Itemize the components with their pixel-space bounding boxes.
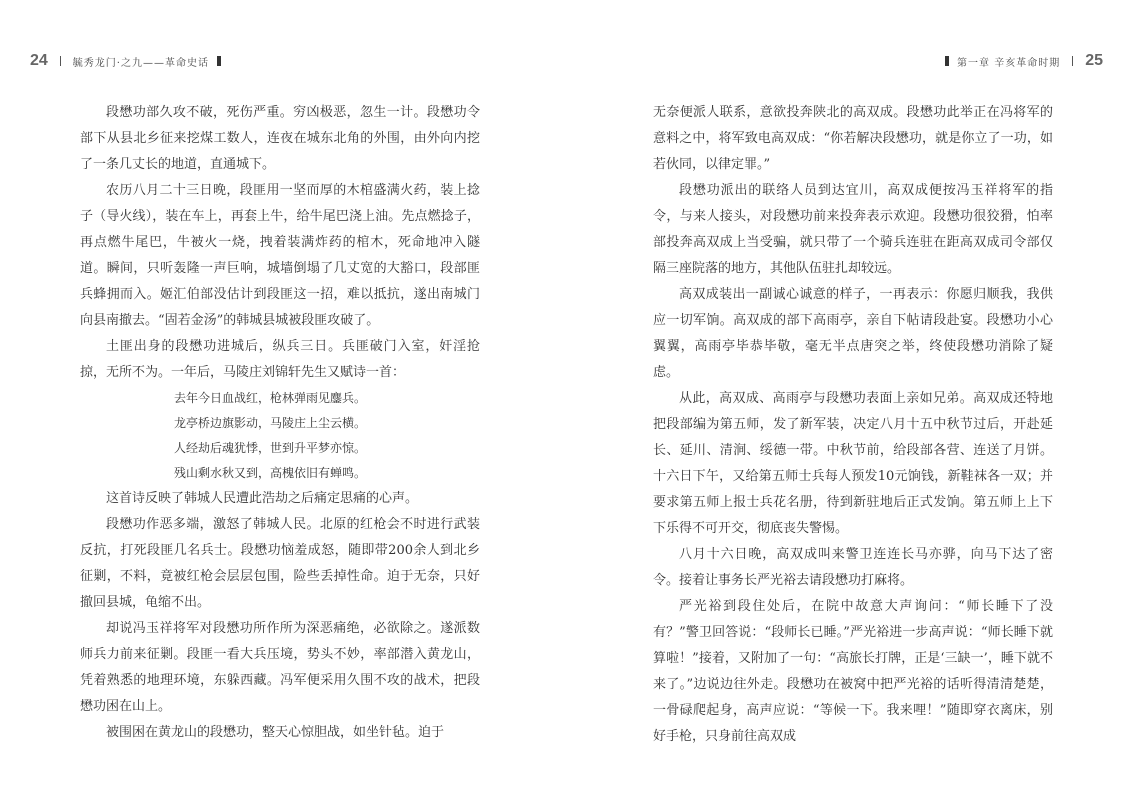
header-bar-mark (945, 56, 949, 66)
paragraph: 农历八月二十三日晚，段匪用一坚而厚的木棺盛满火药，装上捻子（导火线），装在车上，再套上牛，给牛尾巴浇上油。先点燃捻子，再点燃牛尾巴，牛被火一烧，拽着装满炸药的棺木，死命地冲入隧道。瞬间，只听轰隆一声巨响，城墙倒塌了几丈宽的大豁口，段部匪兵蜂拥而入。姬汇伯部没估计到段匪这一招，难以抵抗，遂出南城门向县南撤去。“固若金汤”的韩城县城被段匪攻破了。 (80, 183, 480, 328)
paragraph: 严光裕到段住处后，在院中故意大声询问：“师长睡下了没有？”警卫回答说：“段师长已睡。”严光裕进一步高声说：“师长睡下就算啦！”接着，又附加了一句：“高旅长打牌，正是‘三缺一’，睡下就不来了。”边说边往外走。段懋功在被窝中把严光裕的话听得清清楚楚，一骨碌爬起身，高声应说：“等候一下。我来哩！”随即穿衣离床，别好手枪，只身前往高双成 (653, 599, 1053, 744)
paragraph: 高双成装出一副诚心诚意的样子，一再表示：你愿归顺我，我供应一切军饷。高双成的部下高雨亭，亲自下帖请段赴宴。段懋功小心翼翼，高雨亭毕恭毕敬，毫无半点唐突之举，终使段懋功消除了疑虑。 (653, 287, 1053, 380)
right-page-number: 25 (1085, 52, 1103, 69)
poem (80, 386, 480, 486)
chapter-title: 第一章 辛亥革命时期 (957, 57, 1061, 69)
paragraph: 段懋功派出的联络人员到达宜川，高双成便按冯玉祥将军的指令，与来人接头，对段懋功前来投奔表示欢迎。段懋功很狡猾，怕率部投奔高双成上当受骗，就只带了一个骑兵连驻在距高双成司令部仅隔三座院落的地方，其他队伍驻扎却较远。 (653, 183, 1053, 276)
poem-line: 去年今日血战红，枪林弹雨见鏖兵。 (174, 391, 367, 405)
left-page-header (30, 52, 229, 70)
left-page-number: 24 (30, 52, 48, 69)
paragraph: 段懋功部久攻不破，死伤严重。穷凶极恶，忽生一计。段懋功令部下从县北乡征来挖煤工数人，连夜在城东北角的外围，由外向内挖了一条几丈长的地道，直通城下。 (80, 105, 480, 172)
poem-line: 龙亭桥边旗影动，马陵庄上尘云横。 (174, 416, 367, 430)
header-divider (60, 56, 61, 66)
paragraph: 八月十六日晚，高双成叫来警卫连连长马亦骅，向马下达了密令。接着让事务长严光裕去请段懋功打麻将。 (653, 547, 1053, 588)
poem-line: 人经劫后魂犹悸，世到升平梦亦惊。 (174, 441, 367, 455)
paragraph: 段懋功作恶多端，激怒了韩城人民。北原的红枪会不时进行武装反抗，打死段匪几名兵士。段懋功恼羞成怒，随即带200余人到北乡征剿，不料，竟被红枪会层层包围，险些丢掉性命。迫于无奈，只好撤回县城，龟缩不出。 (80, 517, 480, 610)
left-page-body (80, 100, 480, 746)
paragraph: 这首诗反映了韩城人民遭此浩劫之后痛定思痛的心声。 (106, 491, 419, 506)
right-page-header (937, 52, 1103, 70)
paragraph: 无奈便派人联系，意欲投奔陕北的高双成。段懋功此举正在冯将军的意料之中，将军致电高双成：“你若解决段懋功，就是你立了一功，如若伙同，以律定罪。” (653, 105, 1053, 172)
right-page-body (653, 100, 1053, 750)
paragraph: 土匪出身的段懋功进城后，纵兵三日。兵匪破门入室，奸淫抢掠，无所不为。一年后，马陵庄刘锦轩先生又赋诗一首： (80, 339, 480, 380)
header-bar-mark (217, 56, 221, 66)
header-divider (1072, 56, 1073, 66)
paragraph: 从此，高双成、高雨亭与段懋功表面上亲如兄弟。高双成还特地把段部编为第五师，发了新军装，决定八月十五中秋节过后，开赴延长、延川、清涧、绥德一带。中秋节前，给段部各营、连送了月饼。十六日下午，又给第五师士兵每人预发10元饷钱，新鞋袜各一双；并要求第五师上报士兵花名册，待到新驻地后正式发饷。第五师上上下下乐得不可开交，彻底丧失警惕。 (653, 391, 1053, 536)
paragraph: 被围困在黄龙山的段懋功，整天心惊胆战，如坐针毡。迫于 (106, 725, 445, 740)
poem-line: 残山剩水秋又到，高槐依旧有蝉鸣。 (174, 466, 367, 480)
book-title: 毓秀龙门·之九——革命史话 (72, 57, 209, 69)
paragraph: 却说冯玉祥将军对段懋功所作所为深恶痛绝，必欲除之。遂派数师兵力前来征剿。段匪一看大兵压境，势头不妙，率部潜入黄龙山，凭着熟悉的地理环境，东躲西藏。冯军便采用久围不攻的战术，把段懋功困在山上。 (80, 621, 480, 714)
